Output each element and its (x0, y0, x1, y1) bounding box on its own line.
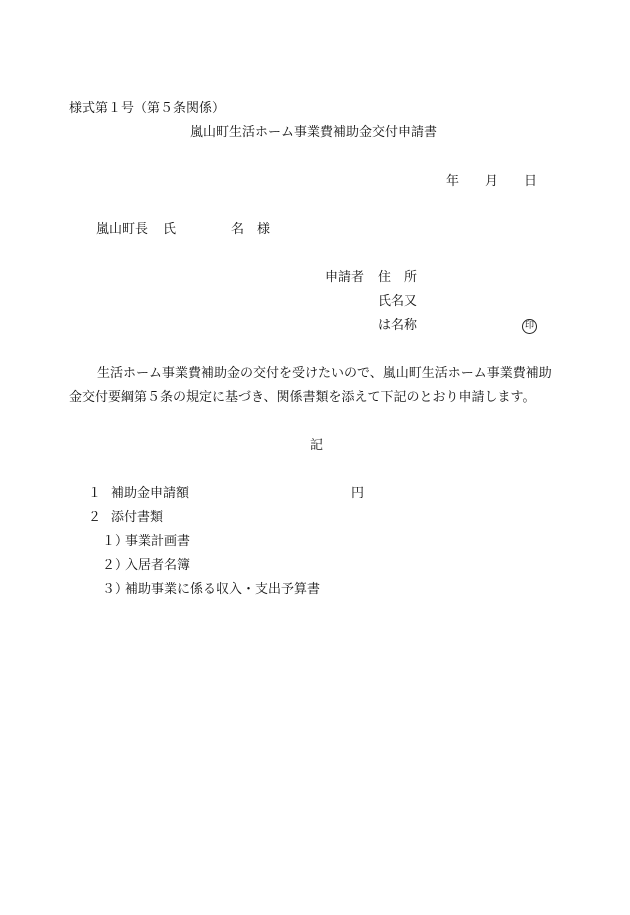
date-day-label: 日 (524, 174, 538, 189)
applicant-role: 申請者 (325, 270, 365, 285)
applicant-name-label-line1: 氏名又 (378, 294, 418, 309)
addressee-name-label-2: 名 (231, 222, 245, 237)
form-number: 様式第１号（第５条関係） (69, 101, 226, 116)
attachment-3-number: ３） (102, 582, 129, 597)
applicant-address-label-2: 所 (404, 270, 418, 285)
ki-heading: 記 (310, 438, 324, 453)
item-1-label: 補助金申請額 (111, 486, 190, 501)
document-title: 嵐山町生活ホーム事業費補助金交付申請書 (190, 125, 438, 140)
addressee-name-label-1: 氏 (163, 222, 177, 237)
addressee-org: 嵐山町長 (96, 222, 149, 237)
attachment-1-number: １） (102, 534, 129, 549)
attachment-2-number: ２） (102, 558, 129, 573)
seal-mark: 印 (522, 319, 537, 334)
attachment-1-label: 事業計画書 (125, 534, 191, 549)
body-line-1: 生活ホーム事業費補助金の交付を受けたいので、嵐山町生活ホーム事業費補助 (97, 366, 552, 381)
attachment-2-label: 入居者名簿 (125, 558, 191, 573)
date-month-label: 月 (485, 174, 499, 189)
item-1-unit: 円 (351, 486, 365, 501)
item-2-label: 添付書類 (111, 510, 164, 525)
applicant-address-label-1: 住 (378, 270, 392, 285)
addressee-honorific: 様 (257, 222, 271, 237)
item-2-number: ２ (88, 510, 102, 525)
body-line-2: 金交付要綱第５条の規定に基づき、関係書類を添えて下記のとおり申請します。 (69, 390, 536, 405)
applicant-name-label-line2: は名称 (378, 318, 418, 333)
attachment-3-label: 補助事業に係る収入・支出予算書 (125, 582, 321, 597)
date-year-label: 年 (446, 174, 460, 189)
item-1-number: １ (88, 486, 102, 501)
